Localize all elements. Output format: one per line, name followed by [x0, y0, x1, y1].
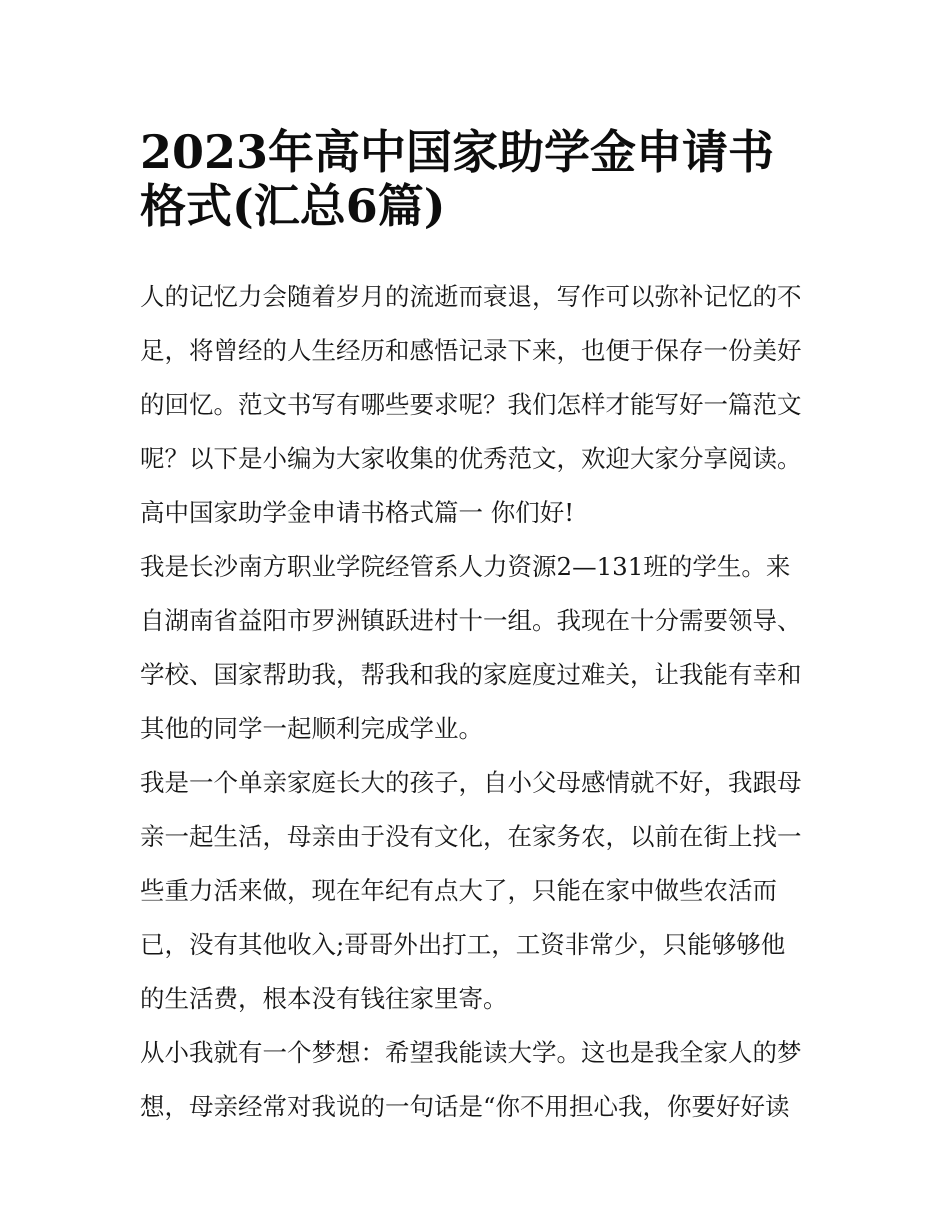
body-line: 我是长沙南方职业学院经管系人力资源2—131班的学生。来 [140, 552, 791, 581]
body-line: 其他的同学一起顺利完成学业。 [140, 714, 483, 743]
body-line: 足，将曾经的人生经历和感悟记录下来，也便于保存一份美好 [140, 336, 802, 365]
body-line: 从小我就有一个梦想：希望我能读大学。这也是我全家人的梦 [140, 1038, 802, 1067]
body-line: 的生活费，根本没有钱往家里寄。 [140, 984, 508, 1013]
body-line: 我是一个单亲家庭长大的孩子，自小父母感情就不好，我跟母 [140, 768, 802, 797]
document-body [140, 270, 820, 1134]
document-title [140, 112, 820, 233]
body-line: 人的记忆力会随着岁月的流逝而衰退，写作可以弥补记忆的不 [140, 282, 802, 311]
title-line-2: 格式(汇总6篇) [140, 179, 446, 233]
body-line: 自湖南省益阳市罗洲镇跃进村十一组。我现在十分需要领导、 [140, 606, 802, 635]
body-line: 学校、国家帮助我，帮我和我的家庭度过难关，让我能有幸和 [140, 660, 802, 689]
body-line: 的回忆。范文书写有哪些要求呢？我们怎样才能写好一篇范文 [140, 390, 802, 419]
body-line: 亲一起生活，母亲由于没有文化，在家务农，以前在街上找一 [140, 822, 802, 851]
body-line: 已，没有其他收入;哥哥外出打工，工资非常少，只能够够他 [140, 930, 786, 959]
title-line-1: 2023年高中国家助学金申请书 [140, 125, 775, 179]
body-line: 呢？以下是小编为大家收集的优秀范文，欢迎大家分享阅读。 [140, 444, 802, 473]
body-line: 想，母亲经常对我说的一句话是“你不用担心我，你要好好读 [140, 1092, 790, 1121]
section-heading-line: 高中国家助学金申请书格式篇一 你们好! [140, 498, 575, 527]
body-line: 些重力活来做，现在年纪有点大了，只能在家中做些农活而 [140, 876, 777, 905]
